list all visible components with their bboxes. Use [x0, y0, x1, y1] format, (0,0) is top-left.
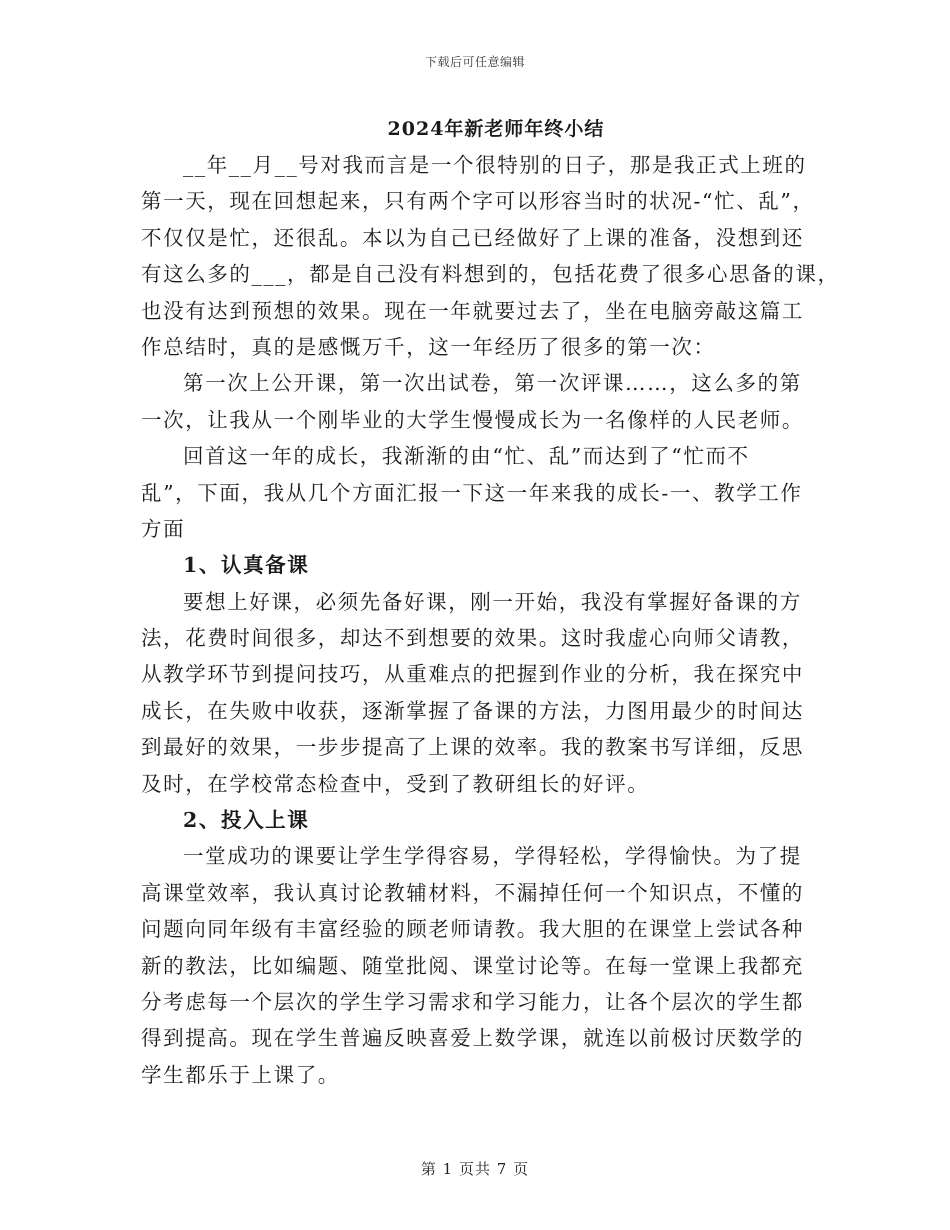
body-text-line: 得到提高。现在学生普遍反映喜爱上数学课，就连以前极讨厌数学的: [141, 1026, 804, 1051]
body-text-line: 从教学环节到提问技巧，从重难点的把握到作业的分析，我在探究中: [141, 662, 804, 687]
body-text-line: 也没有达到预想的效果。现在一年就要过去了，坐在电脑旁敲这篇工: [141, 298, 804, 323]
body-text-line: 学生都乐于上课了。: [141, 1062, 340, 1087]
body-text-line: 第一天，现在回想起来，只有两个字可以形容当时的状况-“忙、乱”，: [141, 189, 815, 214]
body-text-line: 到最好的效果，一步步提高了上课的效率。我的教案书写详细，反思: [141, 735, 804, 760]
section-heading: 1、认真备课: [183, 553, 310, 578]
document-title: 2024年新老师年终小结: [387, 118, 605, 140]
body-text-line: 一堂成功的课要让学生学得容易，学得轻松，学得愉快。为了提: [183, 844, 802, 869]
body-text-line: 第一次上公开课，第一次出试卷，第一次评课……，这么多的第: [183, 371, 802, 396]
body-text-line: 问题向同年级有丰富经验的顾老师请教。我大胆的在课堂上尝试各种: [141, 917, 804, 942]
body-text-line: 作总结时，真的是感慨万千，这一年经历了很多的第一次：: [141, 334, 716, 359]
body-text-line: 高课堂效率，我认真讨论教辅材料，不漏掉任何一个知识点，不懂的: [141, 880, 804, 905]
body-text-line: 要想上好课，必须先备好课，刚一开始，我没有掌握好备课的方: [183, 589, 802, 614]
body-text-line: 方面: [141, 516, 186, 541]
body-text-line: 一次，让我从一个刚毕业的大学生慢慢成长为一名像样的人民老师。: [141, 407, 804, 432]
body-text-line: 成长，在失败中收获，逐渐掌握了备课的方法，力图用最少的时间达: [141, 698, 804, 723]
page-footer: 第 1 页共 7 页: [420, 1160, 530, 1178]
header-note: 下载后可任意编辑: [424, 55, 525, 69]
body-text-line: 乱”，下面，我从几个方面汇报一下这一年来我的成长-一、教学工作: [141, 480, 803, 505]
body-text-line: 有这么多的___，都是自己没有料想到的，包括花费了很多心思备的课，: [141, 262, 840, 287]
body-text-line: 不仅仅是忙，还很乱。本以为自己已经做好了上课的准备，没想到还: [141, 225, 804, 250]
body-text-line: 分考虑每一个层次的学生学习需求和学习能力，让各个层次的学生都: [141, 989, 804, 1014]
body-text-line: 新的教法，比如编题、随堂批阅、课堂讨论等。在每一堂课上我都充: [141, 953, 804, 978]
body-text-line: 回首这一年的成长，我渐渐的由“忙、乱”而达到了“忙而不: [183, 444, 750, 469]
section-heading: 2、投入上课: [183, 808, 310, 833]
body-text-line: __年__月__号对我而言是一个很特别的日子，那是我正式上班的: [183, 153, 807, 177]
body-text-line: 及时，在学校常态检查中，受到了教研组长的好评。: [141, 771, 650, 796]
document-body: [141, 147, 840, 1093]
body-text-line: 法，花费时间很多，却达不到想要的效果。这时我虚心向师父请教，: [141, 626, 804, 651]
